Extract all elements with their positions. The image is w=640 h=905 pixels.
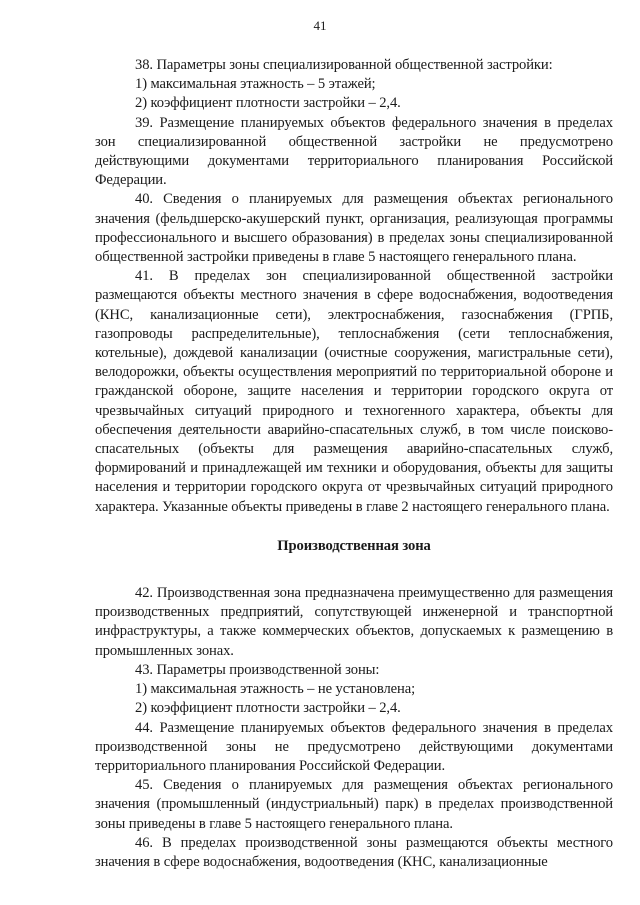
document-body <box>95 56 613 872</box>
paragraph-45: 45. Сведения о планируемых для размещения объектах регионального значения (промышленный (индустриальный) парк) в пределах производственной зоны приведены в главе 5 настоящего генерального плана. <box>95 777 613 832</box>
page-number: 41 <box>313 18 327 33</box>
paragraph-46: 46. В пределах производственной зоны размещаются объекты местного значения в сфере водоснабжения, водоотведения (КНС, канализационные <box>95 834 613 870</box>
paragraph-38: 38. Параметры зоны специализированной общественной застройки: <box>135 57 553 73</box>
section-heading-production-zone: Производственная зона <box>277 537 431 554</box>
paragraph-43: 43. Параметры производственной зоны: <box>135 661 380 678</box>
paragraph-39: 39. Размещение планируемых объектов федерального значения в пределах зон специализированной общественной застройки не предусмотрено действующими документами территориального планирования Российской Федерации. <box>95 114 613 189</box>
list-item-43-1: 1) максимальная этажность – не установлена; <box>135 681 416 698</box>
list-item-38-2: 2) коэффициент плотности застройки – 2,4. <box>135 95 401 112</box>
paragraph-44: 44. Размещение планируемых объектов федерального значения в пределах производственной зоны не предусмотрено действующими документами территориального планирования Российской Федерации. <box>95 719 613 774</box>
paragraph-42: 42. Производственная зона предназначена преимущественно для размещения производственных предприятий, сопутствующей инженерной и транспортной инфраструктуры, а также коммерческих объектов, допускаемых к размещению в промышленных зонах. <box>95 585 613 659</box>
list-item-43-2: 2) коэффициент плотности застройки – 2,4. <box>135 700 401 717</box>
list-item-38-1: 1) максимальная этажность – 5 этажей; <box>135 76 376 93</box>
paragraph-40: 40. Сведения о планируемых для размещения объектах регионального значения (фельдшерско-акушерский пункт, организация, реализующая программы профессионального и высшего образования) в пределах зоны специализированной общественной застройки приведены в главе 5 настоящего генерального плана. <box>95 191 613 266</box>
paragraph-41: 41. В пределах зон специализированной общественной застройки размещаются объекты местного значения в сфере водоснабжения, водоотведения (КНС, канализационные сети), электроснабжения, газоснабжения (ГРПБ, газопроводы распределительные), теплоснабжения (сети теплоснабжения, котельные), дождевой канализации (очистные сооружения, магистральные сети), велодорожки, объекты осуществления мероприятий по территориальной обороне и гражданской обороне, защите населения и территории городского округа от чрезвычайных ситуаций природного и техногенного характера, объекты для обеспечения деятельности аварийно-спасательных служб, в том числе поисково-спасательных (объекты для размещения аварийно-спасательных служб, формирований и принадлежащей им техники и оборудования, объекты для защиты населения и территории городского округа от чрезвычайных ситуаций природного характера. Указанные объекты приведены в главе 2 настоящего генерального плана. <box>95 268 613 515</box>
